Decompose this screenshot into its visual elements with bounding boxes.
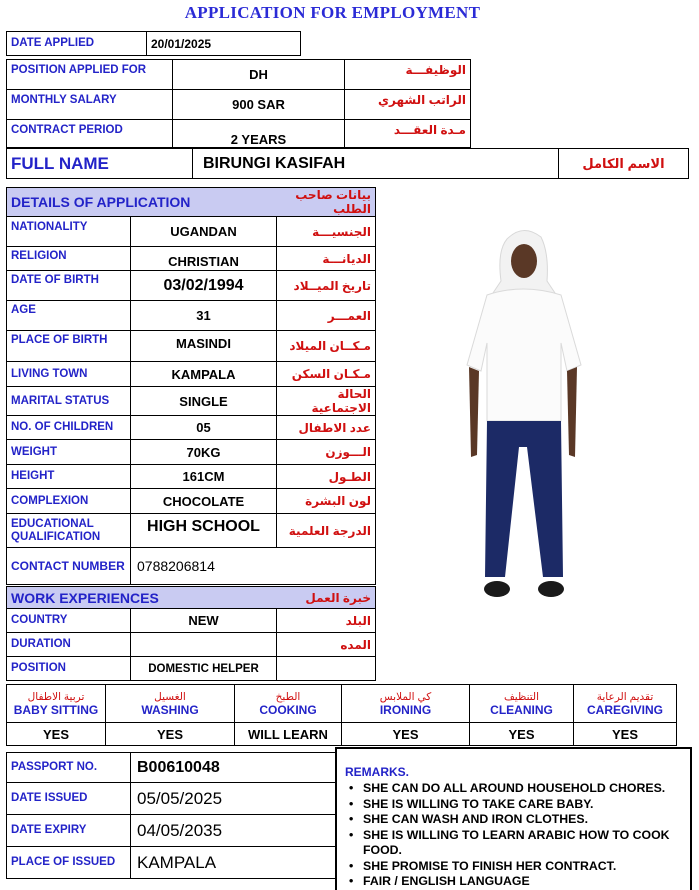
work-header-row: [7, 587, 376, 609]
detail-ar: الحالة الاجتماعية: [277, 387, 376, 416]
details-row: [7, 465, 376, 489]
skill-header: [235, 685, 342, 723]
skill-ar: الطبخ: [275, 690, 301, 703]
remark-item: • SHE CAN WASH AND IRON CLOTHES.: [345, 812, 682, 828]
details-row: [7, 514, 376, 548]
detail-value: 70KG: [131, 440, 277, 465]
full-name-label: FULL NAME: [7, 149, 193, 179]
detail-ar: مـكــان الميلاد: [277, 331, 376, 362]
skill-ar: التنظيف: [503, 690, 540, 703]
contract-value: 2 YEARS: [173, 120, 345, 148]
work-header: WORK EXPERIENCES: [7, 587, 277, 609]
detail-ar: الجنسيـــة: [277, 217, 376, 247]
position-label: POSITION APPLIED FOR: [7, 60, 173, 90]
skill-ar: تربية الاطفال: [27, 690, 85, 703]
detail-ar: الطـول: [277, 465, 376, 489]
skills-header-row: [7, 685, 677, 723]
skill-header: [7, 685, 106, 723]
detail-label: RELIGION: [7, 247, 131, 271]
detail-ar: تاريخ الميــلاد: [277, 271, 376, 301]
passport-label: PASSPORT NO.: [7, 753, 131, 783]
detail-label: HEIGHT: [7, 465, 131, 489]
detail-value: 31: [131, 301, 277, 331]
work-ar: المده: [277, 633, 376, 657]
work-header-ar: خبرة العمل: [277, 587, 376, 609]
detail-ar: الـــوزن: [277, 440, 376, 465]
applicant-photo: [457, 225, 589, 609]
remarks-box: [335, 747, 692, 890]
detail-label: EDUCATIONAL QUALIFICATION: [7, 514, 131, 548]
passport-row: [7, 753, 336, 783]
date-applied-value: 20/01/2025: [147, 32, 301, 56]
detail-value: 05: [131, 416, 277, 440]
detail-label: AGE: [7, 301, 131, 331]
detail-value: SINGLE: [131, 387, 277, 416]
details-header-ar: بيانات صاحب الطلب: [277, 188, 376, 217]
remarks-title: REMARKS.: [345, 765, 410, 779]
detail-value: CHRISTIAN: [131, 247, 277, 271]
position-value: DH: [173, 60, 345, 90]
detail-ar: الدرجة العلمية: [277, 514, 376, 548]
details-row: [7, 489, 376, 514]
full-name-ar: الاسم الكامل: [559, 149, 689, 179]
work-ar: البلد: [277, 609, 376, 633]
skill-header: [574, 685, 677, 723]
date-applied-label: DATE APPLIED: [7, 32, 147, 56]
skill-value: YES: [106, 723, 235, 746]
contract-label: CONTRACT PERIOD: [7, 120, 173, 148]
work-label: DURATION: [7, 633, 131, 657]
work-value: NEW: [131, 609, 277, 633]
work-row: [7, 633, 376, 657]
details-row: [7, 362, 376, 387]
details-row: [7, 387, 376, 416]
passport-value: 04/05/2035: [131, 815, 336, 847]
work-row: [7, 657, 376, 681]
details-row: [7, 301, 376, 331]
details-row: [7, 247, 376, 271]
position-table: [6, 59, 471, 148]
full-name-table: [6, 148, 689, 179]
passport-row: [7, 783, 336, 815]
remark-item: • SHE IS WILLING TO TAKE CARE BABY.: [345, 797, 682, 813]
detail-ar: لون البشرة: [277, 489, 376, 514]
remark-item: • SHE IS WILLING TO LEARN ARABIC HOW TO COOK FOOD.: [345, 828, 682, 859]
passport-table: [6, 752, 336, 879]
skill-ar: تقديم الرعاية: [596, 690, 654, 703]
salary-ar: الراتب الشهري: [345, 90, 471, 120]
work-value: [131, 633, 277, 657]
detail-value: HIGH SCHOOL: [131, 514, 277, 548]
skill-value: WILL LEARN: [235, 723, 342, 746]
passport-label: PLACE OF ISSUED: [7, 847, 131, 879]
remarks-list: [345, 781, 682, 890]
passport-value: KAMPALA: [131, 847, 336, 879]
detail-label: LIVING TOWN: [7, 362, 131, 387]
position-row: [7, 60, 471, 90]
position-ar: الوظيفـــة: [345, 60, 471, 90]
contact-row: [7, 548, 376, 585]
skill-ar: الغسيل: [154, 690, 186, 703]
details-table: [6, 187, 376, 585]
detail-value: MASINDI: [131, 331, 277, 362]
contract-ar: مـدة العقـــد: [345, 120, 471, 148]
details-row: [7, 217, 376, 247]
work-value: DOMESTIC HELPER: [131, 657, 277, 681]
salary-label: MONTHLY SALARY: [7, 90, 173, 120]
detail-ar: مـكـان السكن: [277, 362, 376, 387]
page-title: APPLICATION FOR EMPLOYMENT: [184, 3, 481, 22]
passport-value: B00610048: [131, 753, 336, 783]
detail-label: MARITAL STATUS: [7, 387, 131, 416]
skill-value: YES: [574, 723, 677, 746]
contact-label: CONTACT NUMBER: [7, 548, 131, 585]
skills-value-row: [7, 723, 677, 746]
detail-label: WEIGHT: [7, 440, 131, 465]
detail-label: PLACE OF BIRTH: [7, 331, 131, 362]
skills-table: [6, 684, 677, 746]
skill-header: [342, 685, 470, 723]
detail-value: 161CM: [131, 465, 277, 489]
contact-value: 0788206814: [131, 548, 376, 585]
details-row: [7, 271, 376, 301]
date-applied-table: [6, 31, 301, 56]
detail-value: CHOCOLATE: [131, 489, 277, 514]
details-row: [7, 440, 376, 465]
skill-en: BABY SITTING: [13, 702, 99, 717]
contract-row: [7, 120, 471, 148]
detail-value: UGANDAN: [131, 217, 277, 247]
passport-row: [7, 847, 336, 879]
work-row: [7, 609, 376, 633]
remark-item: • SHE CAN DO ALL AROUND HOUSEHOLD CHORES.: [345, 781, 682, 797]
skill-ar: كي الملابس: [379, 690, 432, 703]
detail-ar: عدد الاطفال: [277, 416, 376, 440]
skill-header: [106, 685, 235, 723]
skill-en: WASHING: [141, 702, 199, 717]
salary-value: 900 SAR: [173, 90, 345, 120]
skill-en: CLEANING: [490, 702, 553, 717]
detail-label: NATIONALITY: [7, 217, 131, 247]
detail-label: DATE OF BIRTH: [7, 271, 131, 301]
work-label: POSITION: [7, 657, 131, 681]
skill-value: YES: [470, 723, 574, 746]
skill-header: [470, 685, 574, 723]
details-row: [7, 416, 376, 440]
detail-ar: الديانـــة: [277, 247, 376, 271]
passport-label: DATE EXPIRY: [7, 815, 131, 847]
remark-item: • FAIR / ENGLISH LANGUAGE: [345, 874, 682, 890]
detail-label: COMPLEXION: [7, 489, 131, 514]
detail-value: KAMPALA: [131, 362, 277, 387]
work-ar: [277, 657, 376, 681]
passport-value: 05/05/2025: [131, 783, 336, 815]
skill-en: COOKING: [259, 702, 317, 717]
detail-value: 03/02/1994: [131, 271, 277, 301]
passport-row: [7, 815, 336, 847]
details-header-row: [7, 188, 376, 217]
work-table: [6, 586, 376, 681]
full-name-value: BIRUNGI KASIFAH: [193, 149, 559, 179]
details-header: DETAILS OF APPLICATION: [7, 188, 277, 217]
skill-value: YES: [342, 723, 470, 746]
skill-en: CAREGIVING: [586, 702, 663, 717]
detail-label: NO. OF CHILDREN: [7, 416, 131, 440]
skill-value: YES: [7, 723, 106, 746]
passport-label: DATE ISSUED: [7, 783, 131, 815]
remark-item: • SHE PROMISE TO FINISH HER CONTRACT.: [345, 859, 682, 875]
details-row: [7, 331, 376, 362]
salary-row: [7, 90, 471, 120]
skill-en: IRONING: [379, 702, 432, 717]
detail-ar: العمـــر: [277, 301, 376, 331]
work-label: COUNTRY: [7, 609, 131, 633]
